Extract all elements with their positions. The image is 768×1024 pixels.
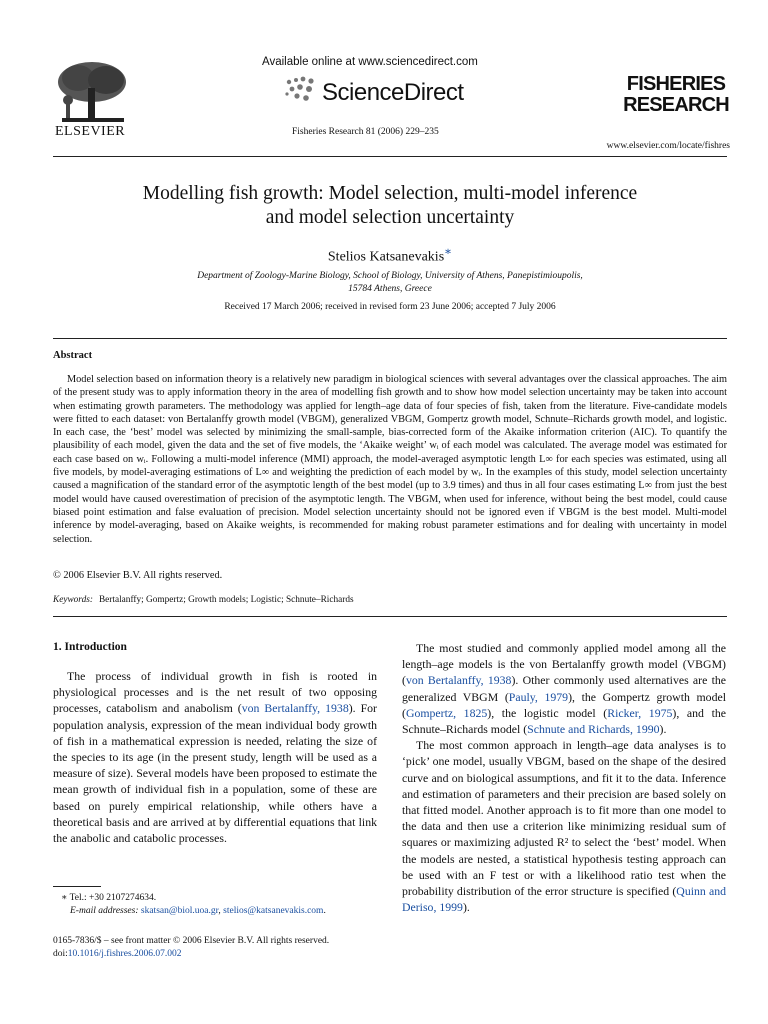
doi-label: doi: <box>53 949 68 959</box>
text-span: ). <box>659 722 667 737</box>
elsevier-tree-logo-icon <box>52 58 132 128</box>
title-line-1: Modelling fish growth: Model selection, multi-model inference <box>142 183 638 204</box>
citation-link[interactable]: Quinn and Deriso, 1999 <box>402 884 726 915</box>
intro-paragraph-1 <box>53 668 377 846</box>
citation-link[interactable]: Schnute and Richards, 1990 <box>527 722 660 737</box>
author-name: Stelios Katsanevakis <box>327 249 445 265</box>
doi-link[interactable]: 10.1016/j.fishres.2006.07.002 <box>67 949 182 959</box>
article-title <box>53 182 727 230</box>
text-span: ). Other commonly used alternatives are the generalized VBGM ( <box>402 673 726 704</box>
citation-link[interactable]: von Bertalanffy, 1938 <box>241 701 349 716</box>
text-span: ), and the Schnute–Richards model ( <box>402 705 726 737</box>
abstract-top-divider <box>53 338 727 339</box>
received-dates: Received 17 March 2006; received in revised form 23 June 2006; accepted 7 July 2006 <box>224 302 556 312</box>
text-span: The most studied and commonly applied model among all the length–age models is the von Bertalanffy growth model (VBGM) ( <box>402 641 726 688</box>
text-span: ), the logistic model ( <box>487 705 608 720</box>
doi-line <box>53 948 329 961</box>
footnote <box>53 892 393 918</box>
footnote-tel: ∗ Tel.: +30 2107274634. <box>61 893 157 903</box>
email-label: E-mail addresses: <box>70 906 139 916</box>
affiliation-line-2: 15784 Athens, Greece <box>348 284 432 294</box>
abstract-copyright: © 2006 Elsevier B.V. All rights reserved. <box>53 570 223 581</box>
text-span: The process of individual growth in fish is rooted in physiological processes and is the net result of two opposing processes, catabolism and anabolism ( <box>53 669 377 716</box>
page-footer <box>53 935 329 961</box>
header-divider <box>53 156 727 157</box>
email-link-1[interactable]: skatsan@biol.uoa.gr <box>140 906 219 916</box>
available-online-text: Available online at www.sciencedirect.com <box>262 56 478 68</box>
affiliation <box>53 270 727 296</box>
abstract-heading: Abstract <box>53 350 93 361</box>
issn-line: 0165-7836/$ – see front matter © 2006 Elsevier B.V. All rights reserved. <box>53 936 330 946</box>
citation-link[interactable]: Pauly, 1979 <box>508 689 569 704</box>
sciencedirect-logo-text: ScienceDirect <box>322 79 464 106</box>
journal-url-link[interactable]: www.elsevier.com/locate/fishres <box>606 141 730 151</box>
text-span: ), the Gompertz growth model ( <box>402 689 726 720</box>
journal-logo <box>622 74 730 116</box>
text-span: The most common approach in length–age data analyses is to ‘pick’ one model, usually VBGM, based on the shape of the desired curve and on biological assumptions, and fit it to the data. Inference and estimation of parameters and their precision are based solely on that fitted model. Another approach is to fit more than one model to the data and then use a criterion like minimizing residual sum of squares or maximizing adjusted R² to select the ‘best’ model. When the models are nested, a statistical hypothesis testing approach can be used with an F test or with a likelihood ratio test when the probability distribution of the error structure is specified ( <box>402 738 726 899</box>
email-link-2[interactable]: stelios@katsanevakis.com <box>223 906 324 916</box>
keywords <box>53 595 354 605</box>
text-span: ). <box>462 900 470 915</box>
left-column <box>53 668 377 846</box>
citation-link[interactable]: von Bertalanffy, 1938 <box>405 673 512 688</box>
journal-reference: Fisheries Research 81 (2006) 229–235 <box>292 127 439 137</box>
section-heading-introduction: 1. Introduction <box>53 641 127 653</box>
text-span: ). For population analysis, expression of the mean individual body growth of fish in a mathematical expression is needed, relating the size of the species to its age (in the present study, length will be used as a measure of size). Several models have been proposed to estimate the mean growth of individual fish in a population, some of these are based on purely empirical relationship, while others have a theoretical basis and are arrived at by differential equations that link the anabolic and catabolic processes. <box>53 701 377 846</box>
abstract-text: Model selection based on information theory is a relatively new paradigm in biological sciences with several advantages over the classical approaches. The aim of the present study was to apply information theory in the area of modelling fish growth and to show how model selection uncertainty may be taken into account when estimating growth parameters. The methodology was applied for length–age data of four species of fish, taken from the literature. Five-candidate models were fitted to each dataset: von Bertalanffy growth model (VBGM), generalized VBGM, Gompertz growth model, Schnute–Richards growth model, and logistic. In each case, the ‘best’ model was selected by minimizing the small-sample, bias-corrected form of the Akaike information criterion (AIC). To quantify the plausibility of each model, given the data and the set of five models, the ‘Akaike weight’ wᵢ of each model was calculated. The average model was estimated for each case based on wᵢ. Following a multi-model inference (MMI) approach, the model-averaged asymptotic length L∞ for each species was estimated, using all five models, by model-averaging estimations of L∞ and weighting the prediction of each model by wᵢ. In the examples of this study, model selection uncertainty caused a magnification of the standard error of the asymptotic length of the best model (up to 3.9 times) and thus in all four cases estimating L∞ from just the best model would have caused overestimation of precision of the asymptotic length. The VBGM, when used for inference, without being the best model, could cause biased point estimation and false evaluation of precision. Model selection uncertainty should not be ignored even if VBGM is the best model. Multi-model inference by model-averaging, based on Akaike weights, is recommended for making robust parameter estimations and for dealing with uncertainty in model selection. <box>53 374 727 545</box>
abstract-bottom-divider <box>53 616 727 617</box>
citation-link[interactable]: Ricker, 1975 <box>607 705 673 720</box>
keywords-label: Keywords: <box>53 595 93 605</box>
sciencedirect-dots-icon <box>283 76 319 104</box>
footnote-email-line: E-mail addresses: skatsan@biol.uoa.gr, stelios@katsanevakis.com. <box>70 906 326 916</box>
title-line-2: and model selection uncertainty <box>265 207 515 228</box>
intro-paragraph-2 <box>402 640 726 737</box>
keywords-list: Bertalanffy; Gompertz; Growth models; Logistic; Schnute–Richards <box>98 595 354 605</box>
journal-logo-line1: FISHERIES <box>626 73 726 95</box>
citation-link[interactable]: Gompertz, 1825 <box>405 705 488 720</box>
author-line <box>53 244 727 266</box>
right-column <box>402 640 726 915</box>
footnote-divider <box>53 886 101 887</box>
author-footnote-link[interactable]: ∗ <box>444 245 453 258</box>
publisher-name: ELSEVIER <box>55 124 126 139</box>
intro-paragraph-3 <box>402 737 726 915</box>
affiliation-line-1: Department of Zoology-Marine Biology, School of Biology, University of Athens, Panepistimioupolis, <box>197 271 583 281</box>
journal-logo-line2: RESEARCH <box>623 94 729 116</box>
